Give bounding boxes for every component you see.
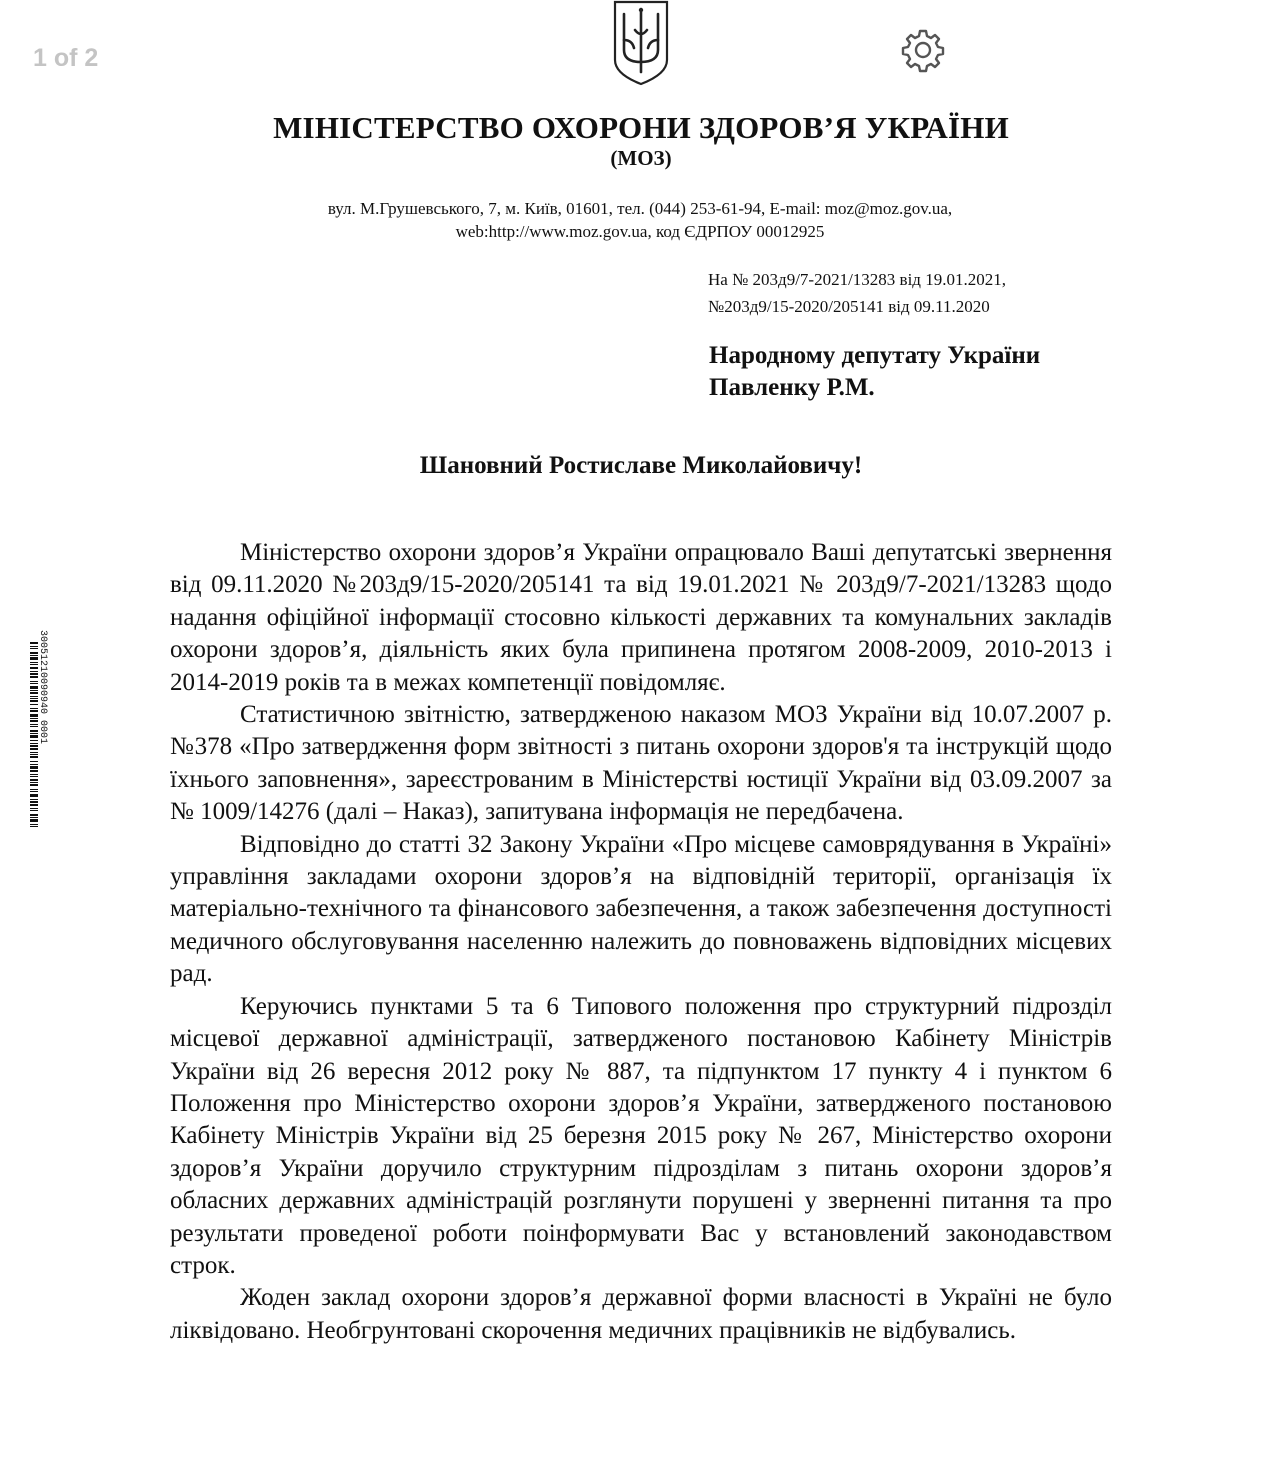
body-paragraph: Міністерство охорони здоров’я України опрацювало Ваші депутатські звернення від 09.11.2020 №203д9/15-2020/205141 та від 19.01.2021 № 203д9/7-2021/13283 щодо надання офіційної інформації стосовно кількості державних та комунальних закладів охорони здоров’я, діяльність яких була припинена протягом 2008-2009, 2010-2013 і 2014-2019 років та в межах компетенції повідомляє. [170, 539, 1112, 696]
barcode-stripe [30, 752, 38, 753]
barcode-stripe [30, 735, 38, 738]
barcode-stripe [30, 726, 38, 727]
barcode-stripe [30, 791, 38, 792]
barcode-stripe [30, 826, 38, 827]
barcode-stripe [30, 646, 38, 647]
barcode-stripe [30, 720, 38, 722]
barcode-stripe [30, 756, 38, 758]
barcode-stripe [30, 774, 38, 775]
barcode-stripe [30, 789, 38, 790]
address-line: web:http://www.moz.gov.ua, код ЄДРПОУ 00012925 [455, 222, 825, 241]
barcode-stripe [30, 692, 38, 694]
barcode-stripe [30, 733, 38, 734]
barcode-stripe [30, 718, 38, 719]
barcode-stripe [30, 690, 38, 691]
barcode-stripe [30, 662, 38, 663]
gear-icon[interactable] [901, 28, 945, 72]
barcode-stripe [30, 648, 38, 649]
barcode-stripe [30, 696, 38, 697]
ministry-address [240, 197, 1040, 243]
barcode-stripe [30, 745, 38, 747]
page-counter: 1 of 2 [33, 44, 99, 72]
barcode-stripe [30, 754, 38, 755]
barcode-stripe [30, 748, 38, 750]
barcode-stripe [30, 764, 38, 765]
barcode-stripe [30, 652, 38, 654]
barcode-stripe [30, 770, 38, 772]
barcode-stripe [30, 673, 38, 675]
barcode-stripe [30, 642, 38, 644]
barcode-stripe [30, 708, 38, 709]
barcode-stripe [30, 710, 38, 712]
addressee-line: Народному депутату України [709, 342, 1041, 369]
barcode-stripe [30, 804, 38, 806]
reference-block [708, 266, 1006, 320]
barcode-stripe [30, 700, 38, 702]
reference-line: №203д9/15-2020/205141 від 09.11.2020 [708, 297, 990, 316]
salutation: Шановний Ростиславе Миколайовичу! [419, 452, 863, 479]
body-paragraph: Керуючись пунктами 5 та 6 Типового положення про структурний підрозділ місцевої державної адміністрації, затвердженого постановою Кабінету Міністрів України від 26 вересня 2012 року № 887, та підпунктом 17 пункту 4 і пунктом 6 Положення про Міністерство охорони здоров’я України, затвердженого постановою Кабінету Міністрів України від 25 березня 2015 року № 267, Міністерство охорони здоров’я України доручило структурним підрозділам з питань охорони здоров’я обласних державних адміністрацій розглянути порушені у зверненні питання та про результати проведеної роботи поінформувати Вас у встановлений законодавством строк. [170, 992, 1112, 1279]
barcode-stripe [30, 817, 38, 818]
body-paragraph: Жоден заклад охорони здоров’я державної форми власності в Україні не було ліквідовано. Необгрунтовані скорочення медичних працівників не відбувались. [170, 1284, 1112, 1344]
barcode-stripe [30, 704, 38, 705]
barcode-stripe [30, 743, 38, 744]
body-paragraph: Відповідно до статті 32 Закону України «Про місцеве самоврядування в Україні» управління закладами охорони здоров’я на відповідній території, організація їх матеріально-технічного та фінансового забезпечення, а також забезпечення доступності медичного обслуговування населенню належить до повноважень відповідних місцевих рад. [170, 830, 1112, 988]
barcode-stripe [30, 801, 38, 803]
reference-line: На № 203д9/7-2021/13283 від 19.01.2021, [708, 270, 1006, 289]
barcode-stripe [30, 724, 38, 725]
barcode-stripe [30, 824, 38, 825]
barcode-stripe [30, 681, 38, 682]
barcode-stripe [30, 664, 38, 665]
barcode-stripe [30, 683, 38, 684]
barcode-stripe [30, 655, 38, 656]
barcode-stripe [30, 779, 38, 781]
trident-emblem-icon [612, 0, 670, 86]
ministry-title: МІНІСТЕРСТВО ОХОРОНИ ЗДОРОВ’Я УКРАЇНИ [273, 110, 1009, 145]
barcode-stripe [30, 810, 38, 811]
barcode-stripe [30, 686, 38, 689]
barcode-stripe [30, 671, 38, 672]
barcode-stripe [30, 730, 38, 732]
barcode [30, 628, 48, 874]
barcode-stripe [30, 814, 38, 816]
barcode-number: 30051210090940 0001 [37, 630, 48, 745]
barcode-stripe [30, 676, 38, 678]
barcode-stripe [30, 819, 38, 822]
body-paragraph: Статистичною звітністю, затвердженою наказом МОЗ України від 10.07.2007 р. №378 «Про затвердження форм звітності з питань охорони здоров'я та інструкцій щодо їхнього заповнення», зареєстрованим в Міністерстві юстиції України від 03.09.2007 за № 1009/14276 (далі – Наказ), запитувана інформація не передбачена. [170, 701, 1112, 826]
barcode-stripe [30, 740, 38, 741]
barcode-stripe [30, 782, 38, 783]
barcode-stripe [30, 667, 38, 669]
barcode-stripe [30, 714, 38, 717]
ministry-abbreviation: (МОЗ) [610, 146, 672, 170]
barcode-stripe [30, 784, 38, 786]
barcode-stripe [30, 808, 38, 809]
barcode-stripe [30, 657, 38, 660]
barcode-stripe [30, 799, 38, 800]
addressee-block [709, 340, 1040, 404]
address-line: вул. М.Грушевського, 7, м. Київ, 01601, тел. (044) 253-61-94, E-mail: moz@moz.gov.ua, [327, 199, 953, 218]
barcode-stripe [30, 776, 38, 777]
barcode-stripe [30, 761, 38, 762]
barcode-stripe [30, 698, 38, 699]
addressee-line: Павленку Р.М. [709, 374, 875, 401]
barcode-stripe [30, 794, 38, 797]
letter-body [170, 537, 1112, 1347]
barcode-stripe [30, 766, 38, 769]
